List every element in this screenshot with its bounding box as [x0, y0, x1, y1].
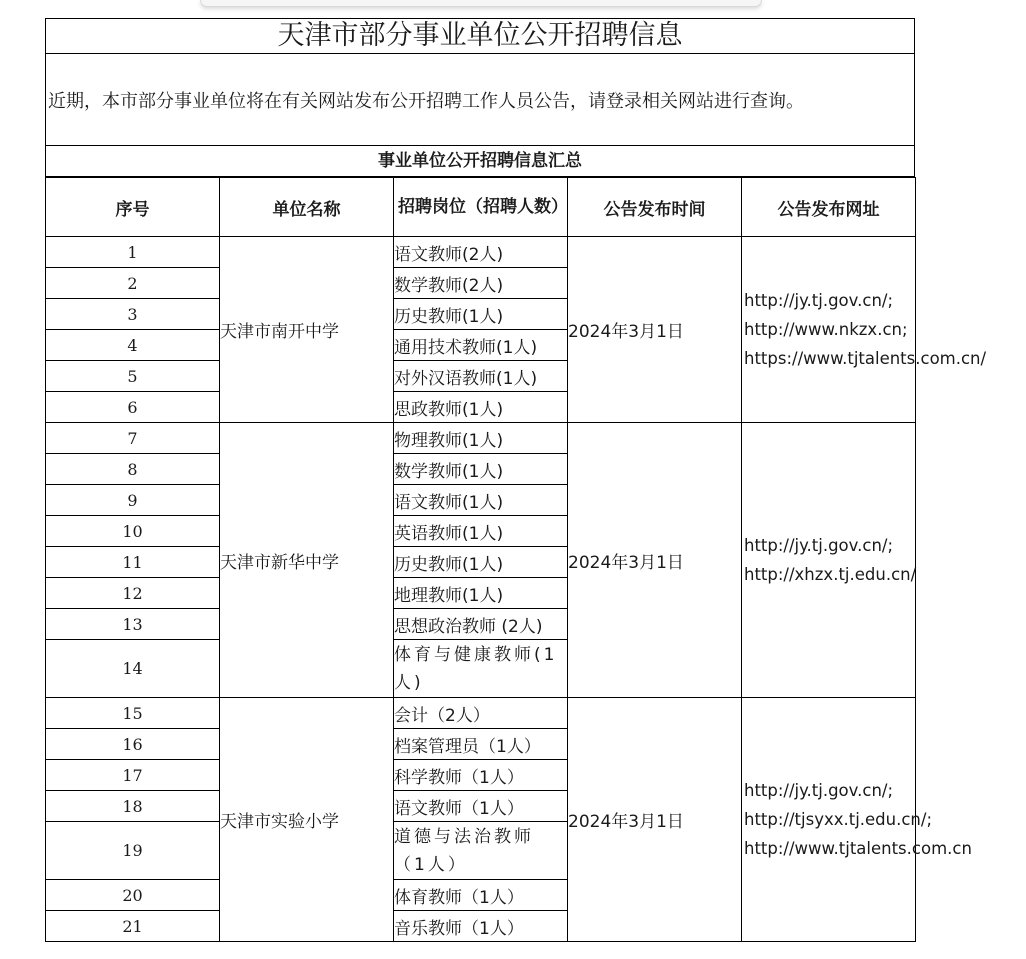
url-link[interactable]: http://jy.tj.gov.cn/; — [744, 291, 894, 310]
row-num: 14 — [46, 640, 220, 698]
table-row — [46, 423, 916, 454]
header-num: 序号 — [46, 178, 220, 237]
position: 对外汉语教师(1人) — [394, 361, 568, 392]
unit-name: 天津市实验小学 — [220, 698, 394, 942]
table-header-row — [46, 178, 916, 237]
recruitment-table — [45, 177, 987, 942]
position: 道德与法治教师（1人） — [394, 822, 568, 880]
position: 语文教师(2人) — [394, 237, 568, 268]
row-num: 10 — [46, 516, 220, 547]
row-num: 8 — [46, 454, 220, 485]
intro-text: 近期，本市部分事业单位将在有关网站发布公开招聘工作人员公告，请登录相关网站进行查询。 — [45, 54, 915, 146]
header-unit: 单位名称 — [220, 178, 394, 237]
row-num: 15 — [46, 698, 220, 729]
position: 档案管理员（1人） — [394, 729, 568, 760]
row-num: 3 — [46, 299, 220, 330]
position: 历史教师(1人) — [394, 547, 568, 578]
url-link[interactable]: http://www.nkzx.cn; — [744, 320, 908, 339]
row-num: 11 — [46, 547, 220, 578]
position: 通用技术教师(1人) — [394, 330, 568, 361]
row-num: 2 — [46, 268, 220, 299]
position: 思政教师(1人) — [394, 392, 568, 423]
row-num: 16 — [46, 729, 220, 760]
position: 体育教师（1人） — [394, 880, 568, 911]
document — [45, 18, 987, 942]
position: 数学教师(1人) — [394, 454, 568, 485]
row-num: 21 — [46, 911, 220, 942]
position: 历史教师(1人) — [394, 299, 568, 330]
unit-name: 天津市新华中学 — [220, 423, 394, 698]
row-num: 5 — [46, 361, 220, 392]
position: 物理教师(1人) — [394, 423, 568, 454]
url-link[interactable]: http://tjsyxx.tj.edu.cn/; — [744, 810, 933, 829]
row-num: 7 — [46, 423, 220, 454]
url-link[interactable]: http://jy.tj.gov.cn/; — [744, 781, 894, 800]
url-cell — [742, 698, 972, 942]
table-row — [46, 237, 916, 268]
publish-date: 2024年3月1日 — [568, 237, 742, 423]
unit-name: 天津市南开中学 — [220, 237, 394, 423]
publish-date: 2024年3月1日 — [568, 423, 742, 698]
position: 体育与健康教师(1人) — [394, 640, 568, 698]
position: 科学教师（1人） — [394, 760, 568, 791]
position: 地理教师(1人) — [394, 578, 568, 609]
url-link[interactable]: http://jy.tj.gov.cn/; — [744, 536, 894, 555]
position: 音乐教师（1人） — [394, 911, 568, 942]
row-num: 17 — [46, 760, 220, 791]
url-link[interactable]: https://www.tjtalents.com.cn/ — [744, 349, 987, 368]
publish-date: 2024年3月1日 — [568, 698, 742, 942]
header-url: 公告发布网址 — [742, 178, 916, 237]
position: 英语教师(1人) — [394, 516, 568, 547]
position: 数学教师(2人) — [394, 268, 568, 299]
browser-overlay-bar — [200, 0, 762, 7]
row-num: 20 — [46, 880, 220, 911]
url-link[interactable]: http://www.tjtalents.com.cn — [744, 839, 972, 858]
url-link[interactable]: http://xhzx.tj.edu.cn/ — [744, 565, 917, 584]
row-num: 13 — [46, 609, 220, 640]
row-num: 18 — [46, 791, 220, 822]
row-num: 4 — [46, 330, 220, 361]
position: 思想政治教师 (2人) — [394, 609, 568, 640]
header-position: 招聘岗位（招聘人数） — [394, 178, 568, 237]
row-num: 19 — [46, 822, 220, 880]
row-num: 9 — [46, 485, 220, 516]
page-title: 天津市部分事业单位公开招聘信息 — [45, 18, 915, 54]
row-num: 12 — [46, 578, 220, 609]
table-caption: 事业单位公开招聘信息汇总 — [45, 146, 915, 177]
row-num: 6 — [46, 392, 220, 423]
position: 会计（2人） — [394, 698, 568, 729]
header-date: 公告发布时间 — [568, 178, 742, 237]
table-row — [46, 698, 916, 729]
url-cell — [742, 423, 916, 698]
position: 语文教师（1人） — [394, 791, 568, 822]
row-num: 1 — [46, 237, 220, 268]
position: 语文教师(1人) — [394, 485, 568, 516]
url-cell — [742, 237, 987, 423]
